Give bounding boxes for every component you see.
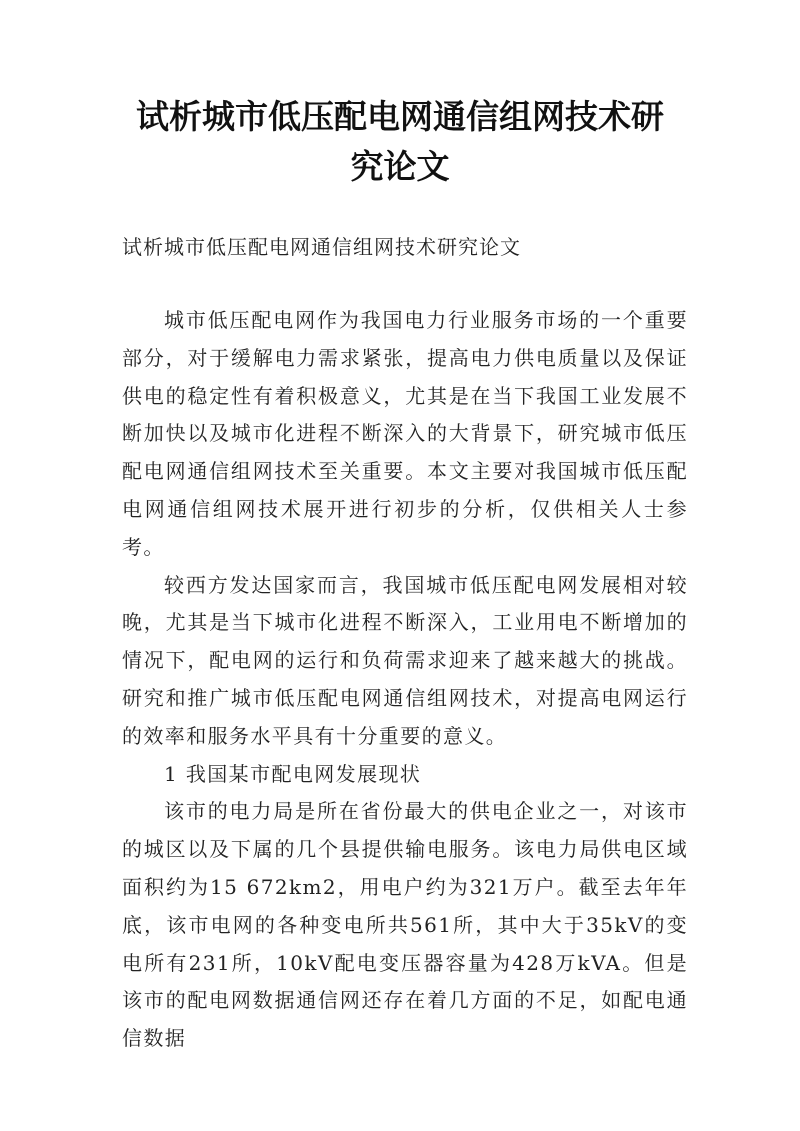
- document-title: 试析城市低压配电网通信组网技术研究论文: [136, 97, 664, 186]
- paragraph-abstract: 城市低压配电网作为我国电力行业服务市场的一个重要部分，对于缓解电力需求紧张，提高电力供电质量以及保证供电的稳定性有着积极意义，尤其是在当下我国工业发展不断加快以及城市化进程不断深入的大背景下，研究城市低压配电网通信组网技术至关重要。本文主要对我国城市低压配电网通信组网技术展开进行初步的分析，仅供相关人士参考。: [122, 308, 688, 559]
- document-subtitle: 试析城市低压配电网通信组网技术研究论文: [122, 235, 521, 259]
- paragraph-background: 较西方发达国家而言，我国城市低压配电网发展相对较晚，尤其是当下城市化进程不断深入，工业用电不断增加的情况下，配电网的运行和负荷需求迎来了越来越大的挑战。研究和推广城市低压配电网通信组网技术，对提高电网运行的效率和服务水平具有十分重要的意义。: [122, 572, 688, 748]
- document-body: [122, 302, 688, 1058]
- paragraph-section-1: 该市的电力局是所在省份最大的供电企业之一，对该市的城区以及下属的几个县提供输电服务。该电力局供电区域面积约为15 672km2，用电户约为321万户。截至去年年底，该市电网的各种变电所共561所，其中大于35kV的变电所有231所，10kV配电变压器容量为428万kVA。但是该市的配电网数据通信网还存在着几方面的不足，如配电通信数据: [122, 799, 688, 1051]
- section-heading: 1 我国某市配电网发展现状: [164, 761, 422, 786]
